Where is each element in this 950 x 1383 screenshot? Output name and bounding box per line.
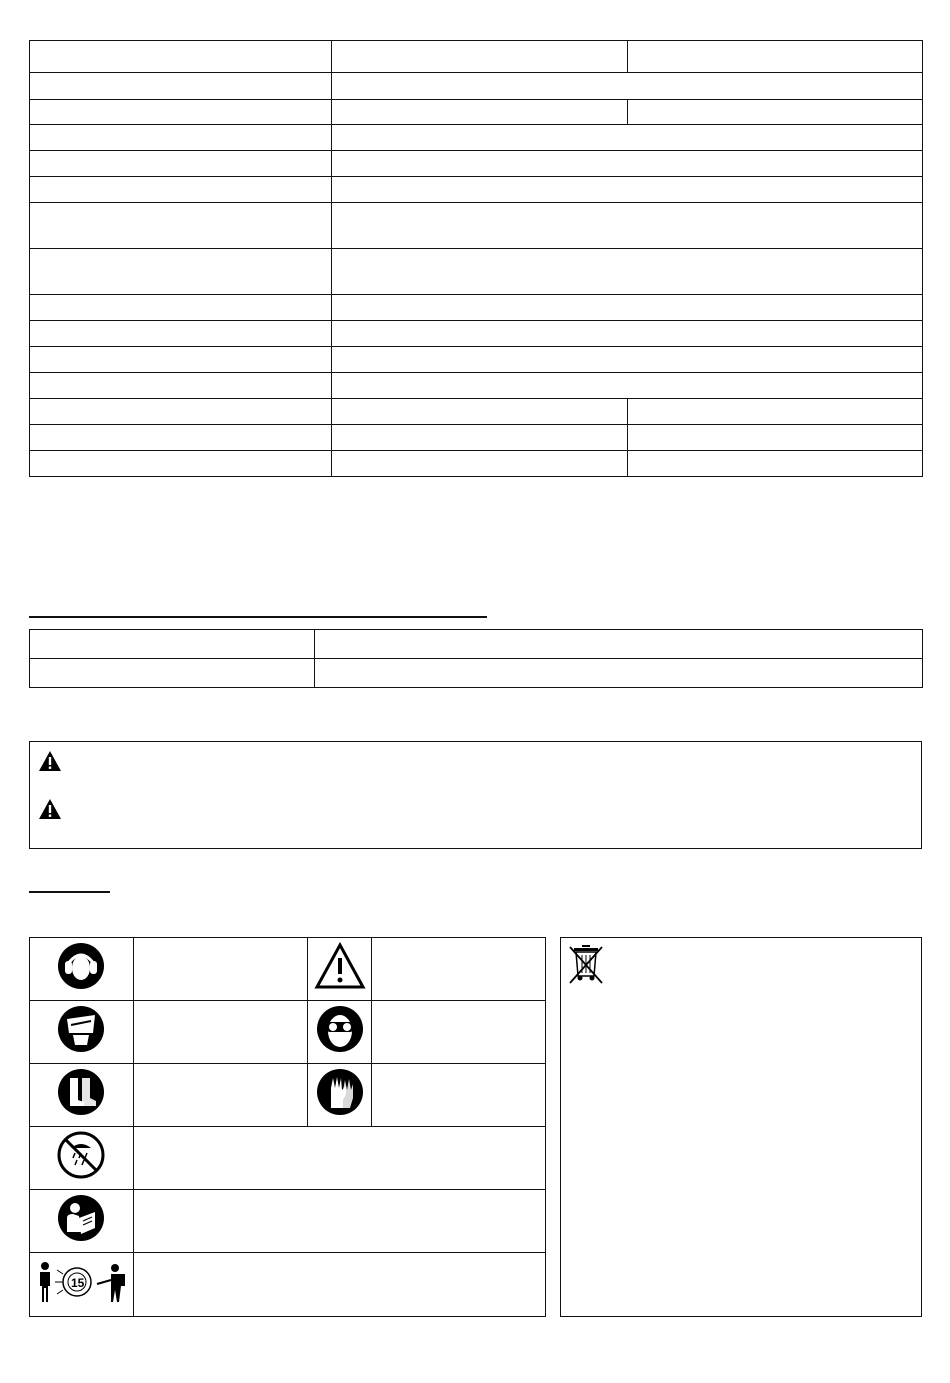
table-row xyxy=(30,347,923,373)
table-row xyxy=(30,203,923,249)
symbol-icon-cell xyxy=(29,1189,133,1252)
spec-value-cell xyxy=(332,151,923,177)
symbol-icon-cell xyxy=(308,937,371,1000)
spec-label-cell xyxy=(30,451,332,477)
spec-value-cell xyxy=(628,100,923,125)
noise-label-cell xyxy=(30,659,315,688)
symbol-icon-cell xyxy=(29,937,133,1000)
symbol-icon-cell xyxy=(308,1000,371,1063)
table-row xyxy=(30,425,923,451)
noise-label-cell xyxy=(30,630,315,659)
symbol-icon-cell xyxy=(29,1000,133,1063)
warning-box xyxy=(29,741,922,849)
safety-boots-icon xyxy=(57,1068,105,1121)
spec-label-cell xyxy=(30,73,332,100)
symbols-heading-underline xyxy=(29,891,110,893)
spec-label-cell xyxy=(30,125,332,151)
general-warning-icon xyxy=(314,942,366,995)
table-row xyxy=(30,100,923,125)
table-row xyxy=(30,177,923,203)
symbol-icon-cell xyxy=(29,1252,133,1317)
table-row xyxy=(30,73,923,100)
spec-label-cell xyxy=(30,347,332,373)
spec-value-cell xyxy=(332,451,628,477)
spec-label-cell xyxy=(30,295,332,321)
spec-label-cell xyxy=(30,249,332,295)
ear-protection-icon xyxy=(57,942,105,995)
table-row xyxy=(30,399,923,425)
noise-table xyxy=(29,629,923,688)
spec-value-cell xyxy=(628,451,923,477)
spec-value-cell xyxy=(332,295,923,321)
spec-value-cell xyxy=(332,203,923,249)
warning-triangle-icon xyxy=(38,750,62,777)
spec-label-cell xyxy=(30,425,332,451)
spec-value-cell xyxy=(628,425,923,451)
table-row xyxy=(30,659,923,688)
table-row xyxy=(30,321,923,347)
table-row xyxy=(30,151,923,177)
table-row xyxy=(30,249,923,295)
table-row xyxy=(30,630,923,659)
crossed-wheelie-bin-icon xyxy=(568,944,604,989)
spec-value-cell xyxy=(332,41,628,73)
spec-label-cell xyxy=(30,373,332,399)
no-rain-icon xyxy=(57,1131,105,1184)
table-row xyxy=(30,373,923,399)
face-shield-icon xyxy=(57,1005,105,1058)
spec-value-cell xyxy=(332,373,923,399)
safety-gloves-icon xyxy=(316,1068,364,1121)
spec-label-cell xyxy=(30,399,332,425)
spec-value-cell xyxy=(628,399,923,425)
grid-line xyxy=(133,937,134,1317)
spec-value-cell xyxy=(332,347,923,373)
symbol-icon-cell xyxy=(29,1126,133,1189)
spec-label-cell xyxy=(30,41,332,73)
keep-bystanders-away-icon xyxy=(35,1260,127,1309)
spec-value-cell xyxy=(332,177,923,203)
spec-label-cell xyxy=(30,203,332,249)
symbol-icon-cell xyxy=(308,1063,371,1126)
spec-value-cell xyxy=(332,399,628,425)
section-heading-underline xyxy=(29,616,487,618)
table-row xyxy=(30,41,923,73)
spec-value-cell xyxy=(332,100,628,125)
noise-value-cell xyxy=(315,630,923,659)
noise-value-cell xyxy=(315,659,923,688)
spec-value-cell xyxy=(628,41,923,73)
table-row xyxy=(30,451,923,477)
safety-goggles-icon xyxy=(316,1005,364,1058)
spec-value-cell xyxy=(332,73,923,100)
read-manual-icon xyxy=(57,1194,105,1247)
spec-value-cell xyxy=(332,125,923,151)
spec-table xyxy=(29,40,923,477)
spec-value-cell xyxy=(332,249,923,295)
table-row xyxy=(30,125,923,151)
warning-line xyxy=(38,750,70,777)
symbol-icon-cell xyxy=(29,1063,133,1126)
spec-label-cell xyxy=(30,100,332,125)
disposal-box xyxy=(560,937,922,1317)
spec-value-cell xyxy=(332,321,923,347)
spec-label-cell xyxy=(30,177,332,203)
warning-triangle-icon xyxy=(38,798,62,825)
svg-text:15: 15 xyxy=(71,1276,85,1290)
warning-line xyxy=(38,798,70,825)
spec-label-cell xyxy=(30,151,332,177)
spec-label-cell xyxy=(30,321,332,347)
table-row xyxy=(30,295,923,321)
spec-value-cell xyxy=(332,425,628,451)
symbols-grid xyxy=(29,937,546,1317)
grid-line xyxy=(371,937,372,1126)
